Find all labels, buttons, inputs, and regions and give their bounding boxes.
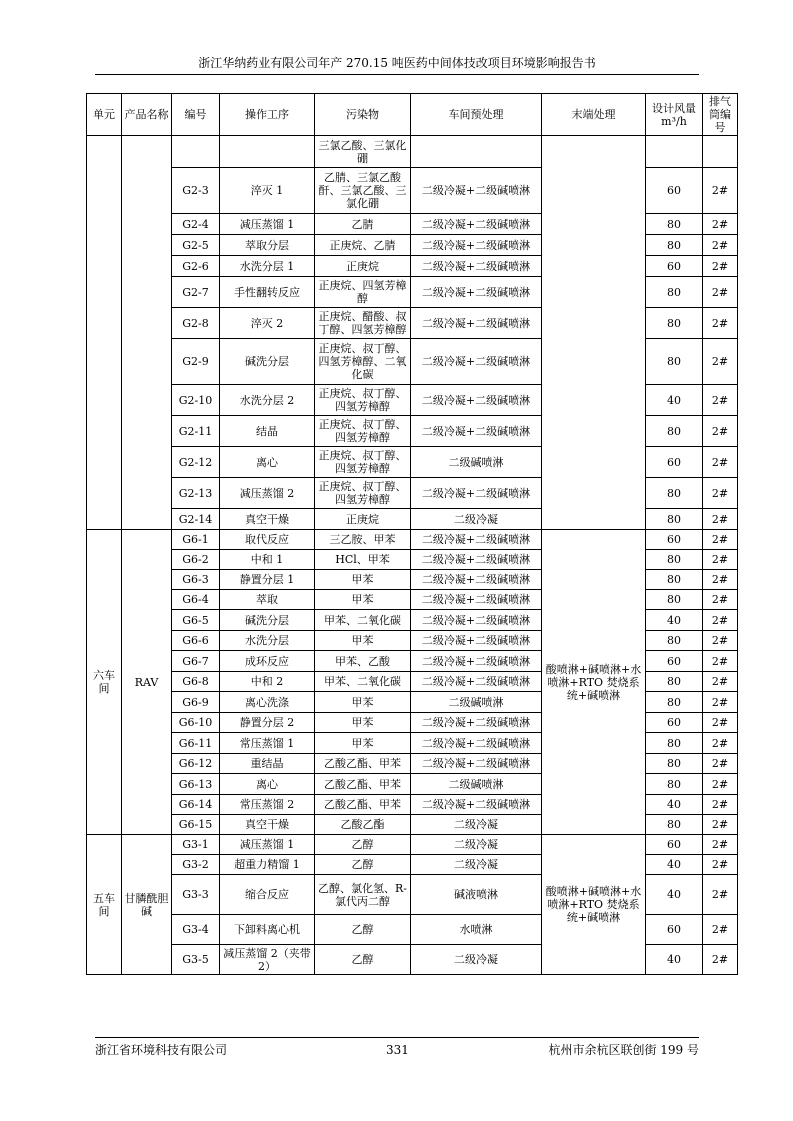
- cell-airflow: 80: [646, 478, 703, 509]
- cell-pollutant: 乙酸乙酯、甲苯: [315, 774, 411, 795]
- cell-airflow: 80: [646, 692, 703, 713]
- cell-pollutant: 甲苯: [315, 713, 411, 733]
- cell-airflow: 40: [646, 945, 703, 975]
- cell-pretreatment: 二级冷凝+二级碱喷淋: [411, 590, 542, 610]
- cell-airflow: 80: [646, 733, 703, 754]
- cell-pretreatment: 二级冷凝+二级碱喷淋: [411, 754, 542, 774]
- table-row: [87, 530, 738, 550]
- cell-airflow: 80: [646, 509, 703, 530]
- cell-end-treatment: 酸喷淋+碱喷淋+水喷淋+RTO 焚烧系统+碱喷淋: [542, 530, 646, 835]
- cell-pretreatment: 二级冷凝+二级碱喷淋: [411, 478, 542, 509]
- cell-pollutant: 甲苯: [315, 631, 411, 651]
- cell-process: 离心: [220, 447, 315, 478]
- cell-airflow: 40: [646, 610, 703, 631]
- cell-pretreatment: 二级冷凝+二级碱喷淋: [411, 672, 542, 692]
- cell-pretreatment: 二级冷凝: [411, 509, 542, 530]
- cell-airflow: 80: [646, 235, 703, 256]
- cell-stack: 2#: [703, 855, 738, 875]
- footer-address: 杭州市余杭区联创街 199 号: [548, 1043, 699, 1057]
- cell-id: G6-5: [172, 610, 220, 631]
- cell-pollutant: 乙醇: [315, 835, 411, 855]
- cell-pollutant: 甲苯、二氧化碳: [315, 672, 411, 692]
- footer-rule: [95, 1037, 699, 1038]
- cell-id: G2-12: [172, 447, 220, 478]
- cell-process: 萃取: [220, 590, 315, 610]
- col-header: 操作工序: [220, 94, 315, 136]
- cell-stack: 2#: [703, 610, 738, 631]
- cell-process: [220, 136, 315, 168]
- cell-stack: 2#: [703, 168, 738, 214]
- cell-stack: 2#: [703, 214, 738, 235]
- cell-airflow: 60: [646, 168, 703, 214]
- footer-page-number: 331: [386, 1043, 409, 1057]
- cell-process: 减压蒸馏 1: [220, 835, 315, 855]
- cell-process: 中和 2: [220, 672, 315, 692]
- cell-stack: 2#: [703, 447, 738, 478]
- cell-id: G2-11: [172, 416, 220, 447]
- cell-process: 水洗分层: [220, 631, 315, 651]
- cell-process: 下卸料离心机: [220, 915, 315, 945]
- page-header: 浙江华纳药业有限公司年产 270.15 吨医药中间体技改项目环境影响报告书: [198, 56, 596, 70]
- cell-process: 离心洗涤: [220, 692, 315, 713]
- cell-pretreatment: 二级冷凝: [411, 945, 542, 975]
- cell-airflow: 80: [646, 754, 703, 774]
- cell-id: G3-3: [172, 875, 220, 915]
- cell-stack: 2#: [703, 590, 738, 610]
- cell-pollutant: 正庚烷、四氢芳樟醇: [315, 277, 411, 308]
- cell-process: 静置分层 2: [220, 713, 315, 733]
- cell-airflow: 60: [646, 256, 703, 277]
- cell-process: 萃取分层: [220, 235, 315, 256]
- col-header: 排气筒编号: [703, 94, 738, 136]
- cell-pollutant: 甲苯: [315, 570, 411, 590]
- cell-airflow: 80: [646, 570, 703, 590]
- cell-pretreatment: 二级冷凝+二级碱喷淋: [411, 651, 542, 672]
- cell-process: 水洗分层 2: [220, 385, 315, 416]
- cell-airflow: 80: [646, 550, 703, 570]
- cell-pretreatment: 二级冷凝+二级碱喷淋: [411, 530, 542, 550]
- cell-pollutant: HCl、甲苯: [315, 550, 411, 570]
- cell-pollutant: 乙醇: [315, 945, 411, 975]
- cell-airflow: [646, 136, 703, 168]
- cell-stack: 2#: [703, 692, 738, 713]
- cell-id: G2-10: [172, 385, 220, 416]
- cell-id: G6-11: [172, 733, 220, 754]
- cell-id: G6-10: [172, 713, 220, 733]
- cell-id: G3-2: [172, 855, 220, 875]
- cell-pollutant: 甲苯: [315, 590, 411, 610]
- cell-id: G6-13: [172, 774, 220, 795]
- cell-pretreatment: 二级冷凝+二级碱喷淋: [411, 256, 542, 277]
- cell-stack: 2#: [703, 530, 738, 550]
- cell-process: 减压蒸馏 1: [220, 214, 315, 235]
- cell-process: 减压蒸馏 2（夹带 2）: [220, 945, 315, 975]
- col-header: 单元: [87, 94, 122, 136]
- cell-stack: 2#: [703, 416, 738, 447]
- cell-airflow: 80: [646, 590, 703, 610]
- cell-pretreatment: 二级冷凝+二级碱喷淋: [411, 168, 542, 214]
- cell-end-treatment: [542, 136, 646, 530]
- cell-id: G6-7: [172, 651, 220, 672]
- cell-pollutant: 乙酸乙酯、甲苯: [315, 754, 411, 774]
- cell-pretreatment: 二级冷凝+二级碱喷淋: [411, 733, 542, 754]
- cell-airflow: 60: [646, 835, 703, 855]
- cell-airflow: 40: [646, 385, 703, 416]
- cell-process: 真空干燥: [220, 509, 315, 530]
- emission-table: [86, 93, 738, 975]
- cell-stack: 2#: [703, 915, 738, 945]
- cell-process: 碱洗分层: [220, 610, 315, 631]
- cell-id: G3-1: [172, 835, 220, 855]
- cell-stack: 2#: [703, 550, 738, 570]
- cell-pollutant: 正庚烷、叔丁醇、四氢芳樟醇: [315, 447, 411, 478]
- cell-stack: 2#: [703, 277, 738, 308]
- cell-id: G6-9: [172, 692, 220, 713]
- cell-pretreatment: 二级冷凝+二级碱喷淋: [411, 277, 542, 308]
- cell-pollutant: 正庚烷、叔丁醇、四氢芳樟醇: [315, 385, 411, 416]
- cell-stack: 2#: [703, 754, 738, 774]
- cell-pretreatment: 二级冷凝+二级碱喷淋: [411, 795, 542, 815]
- cell-id: G3-4: [172, 915, 220, 945]
- col-header: 末端处理: [542, 94, 646, 136]
- cell-stack: 2#: [703, 835, 738, 855]
- cell-id: [172, 136, 220, 168]
- cell-stack: 2#: [703, 774, 738, 795]
- cell-id: G2-8: [172, 308, 220, 339]
- cell-airflow: 80: [646, 416, 703, 447]
- cell-airflow: 80: [646, 815, 703, 835]
- cell-pollutant: 正庚烷: [315, 256, 411, 277]
- cell-process: 淬灭 2: [220, 308, 315, 339]
- cell-product: RAV: [122, 530, 172, 835]
- cell-pretreatment: 二级冷凝: [411, 855, 542, 875]
- cell-id: G6-12: [172, 754, 220, 774]
- cell-stack: 2#: [703, 478, 738, 509]
- cell-pretreatment: 二级冷凝+二级碱喷淋: [411, 385, 542, 416]
- table-row: [87, 136, 738, 168]
- cell-id: G6-6: [172, 631, 220, 651]
- cell-process: 真空干燥: [220, 815, 315, 835]
- cell-product: 甘膦酰胆碱: [122, 835, 172, 975]
- cell-airflow: 80: [646, 214, 703, 235]
- cell-stack: 2#: [703, 339, 738, 385]
- cell-id: G6-3: [172, 570, 220, 590]
- cell-pollutant: 乙醇、氯化氢、R-氯代丙二醇: [315, 875, 411, 915]
- cell-pollutant: 三乙胺、甲苯: [315, 530, 411, 550]
- cell-pretreatment: 二级碱喷淋: [411, 447, 542, 478]
- cell-stack: 2#: [703, 509, 738, 530]
- cell-id: G6-4: [172, 590, 220, 610]
- cell-id: G6-14: [172, 795, 220, 815]
- cell-id: G2-13: [172, 478, 220, 509]
- cell-stack: 2#: [703, 308, 738, 339]
- cell-id: G2-14: [172, 509, 220, 530]
- cell-process: 缩合反应: [220, 875, 315, 915]
- table-header-row: [87, 94, 738, 136]
- cell-process: 常压蒸馏 1: [220, 733, 315, 754]
- cell-process: 成环反应: [220, 651, 315, 672]
- col-header: 编号: [172, 94, 220, 136]
- cell-process: 常压蒸馏 2: [220, 795, 315, 815]
- cell-pretreatment: 二级冷凝+二级碱喷淋: [411, 631, 542, 651]
- cell-unit: [87, 136, 122, 530]
- cell-airflow: 80: [646, 774, 703, 795]
- cell-airflow: 40: [646, 795, 703, 815]
- cell-pollutant: 甲苯、二氧化碳: [315, 610, 411, 631]
- cell-pollutant: 乙酸乙酯: [315, 815, 411, 835]
- cell-process: 取代反应: [220, 530, 315, 550]
- cell-pretreatment: 二级碱喷淋: [411, 692, 542, 713]
- cell-pretreatment: 二级冷凝+二级碱喷淋: [411, 713, 542, 733]
- cell-stack: 2#: [703, 570, 738, 590]
- cell-airflow: 80: [646, 672, 703, 692]
- cell-pretreatment: 二级冷凝+二级碱喷淋: [411, 214, 542, 235]
- cell-pretreatment: 二级冷凝+二级碱喷淋: [411, 550, 542, 570]
- cell-id: G2-9: [172, 339, 220, 385]
- cell-pretreatment: 二级冷凝+二级碱喷淋: [411, 235, 542, 256]
- cell-stack: [703, 136, 738, 168]
- cell-stack: 2#: [703, 945, 738, 975]
- cell-stack: 2#: [703, 875, 738, 915]
- cell-stack: 2#: [703, 385, 738, 416]
- cell-airflow: 60: [646, 713, 703, 733]
- cell-airflow: 60: [646, 447, 703, 478]
- cell-pretreatment: 水喷淋: [411, 915, 542, 945]
- cell-pollutant: 正庚烷、叔丁醇、四氢芳樟醇、二氧化碳: [315, 339, 411, 385]
- cell-unit: 五车间: [87, 835, 122, 975]
- cell-process: 离心: [220, 774, 315, 795]
- cell-pretreatment: 二级冷凝+二级碱喷淋: [411, 339, 542, 385]
- cell-pretreatment: 二级冷凝+二级碱喷淋: [411, 416, 542, 447]
- cell-pollutant: 甲苯: [315, 733, 411, 754]
- cell-pollutant: 正庚烷、醋酸、叔丁醇、四氢芳樟醇: [315, 308, 411, 339]
- cell-pretreatment: 二级冷凝+二级碱喷淋: [411, 570, 542, 590]
- footer-company: 浙江省环境科技有限公司: [95, 1043, 228, 1057]
- cell-process: 超重力精馏 1: [220, 855, 315, 875]
- cell-unit: 六车间: [87, 530, 122, 835]
- cell-pollutant: 乙醇: [315, 855, 411, 875]
- cell-stack: 2#: [703, 815, 738, 835]
- cell-pollutant: 正庚烷、叔丁醇、四氢芳樟醇: [315, 478, 411, 509]
- cell-process: 碱洗分层: [220, 339, 315, 385]
- col-header: 设计风量 m³/h: [646, 94, 703, 136]
- cell-id: G2-7: [172, 277, 220, 308]
- header-rule: [95, 74, 699, 75]
- cell-id: G2-4: [172, 214, 220, 235]
- cell-pollutant: 三氯乙酸、三氯化硼: [315, 136, 411, 168]
- cell-pollutant: 甲苯、乙酸: [315, 651, 411, 672]
- cell-process: 淬灭 1: [220, 168, 315, 214]
- cell-process: 静置分层 1: [220, 570, 315, 590]
- cell-id: G6-15: [172, 815, 220, 835]
- cell-id: G6-8: [172, 672, 220, 692]
- cell-pretreatment: 二级碱喷淋: [411, 774, 542, 795]
- col-header: 车间预处理: [411, 94, 542, 136]
- cell-id: G6-2: [172, 550, 220, 570]
- cell-pollutant: 乙醇: [315, 915, 411, 945]
- cell-process: 减压蒸馏 2: [220, 478, 315, 509]
- cell-id: G3-5: [172, 945, 220, 975]
- cell-process: 重结晶: [220, 754, 315, 774]
- cell-end-treatment: 酸喷淋+碱喷淋+水喷淋+RTO 焚烧系统+碱喷淋: [542, 835, 646, 975]
- cell-stack: 2#: [703, 713, 738, 733]
- col-header: 产品名称: [122, 94, 172, 136]
- cell-pretreatment: 二级冷凝: [411, 815, 542, 835]
- col-header: 污染物: [315, 94, 411, 136]
- cell-pretreatment: 二级冷凝+二级碱喷淋: [411, 610, 542, 631]
- cell-pollutant: 乙腈、三氯乙酸酐、三氯乙酸、三氯化硼: [315, 168, 411, 214]
- cell-process: 水洗分层 1: [220, 256, 315, 277]
- cell-product: [122, 136, 172, 530]
- cell-airflow: 60: [646, 530, 703, 550]
- cell-stack: 2#: [703, 256, 738, 277]
- cell-airflow: 60: [646, 651, 703, 672]
- cell-pretreatment: 二级冷凝: [411, 835, 542, 855]
- cell-pollutant: 正庚烷、叔丁醇、四氢芳樟醇: [315, 416, 411, 447]
- table-row: [87, 835, 738, 855]
- cell-id: G2-3: [172, 168, 220, 214]
- cell-pollutant: 正庚烷: [315, 509, 411, 530]
- cell-stack: 2#: [703, 795, 738, 815]
- cell-airflow: 40: [646, 875, 703, 915]
- cell-process: 结晶: [220, 416, 315, 447]
- cell-pretreatment: 二级冷凝+二级碱喷淋: [411, 308, 542, 339]
- cell-airflow: 80: [646, 277, 703, 308]
- cell-id: G2-5: [172, 235, 220, 256]
- cell-airflow: 80: [646, 631, 703, 651]
- cell-stack: 2#: [703, 631, 738, 651]
- cell-pollutant: 甲苯: [315, 692, 411, 713]
- cell-process: 中和 1: [220, 550, 315, 570]
- cell-airflow: 60: [646, 915, 703, 945]
- cell-stack: 2#: [703, 733, 738, 754]
- cell-pretreatment: [411, 136, 542, 168]
- cell-airflow: 40: [646, 855, 703, 875]
- cell-process: 手性翻转反应: [220, 277, 315, 308]
- cell-pollutant: 乙酸乙酯、甲苯: [315, 795, 411, 815]
- cell-airflow: 80: [646, 339, 703, 385]
- cell-pollutant: 正庚烷、乙腈: [315, 235, 411, 256]
- cell-airflow: 80: [646, 308, 703, 339]
- cell-stack: 2#: [703, 651, 738, 672]
- cell-stack: 2#: [703, 235, 738, 256]
- cell-id: G2-6: [172, 256, 220, 277]
- cell-pretreatment: 碱液喷淋: [411, 875, 542, 915]
- cell-stack: 2#: [703, 672, 738, 692]
- cell-id: G6-1: [172, 530, 220, 550]
- cell-pollutant: 乙腈: [315, 214, 411, 235]
